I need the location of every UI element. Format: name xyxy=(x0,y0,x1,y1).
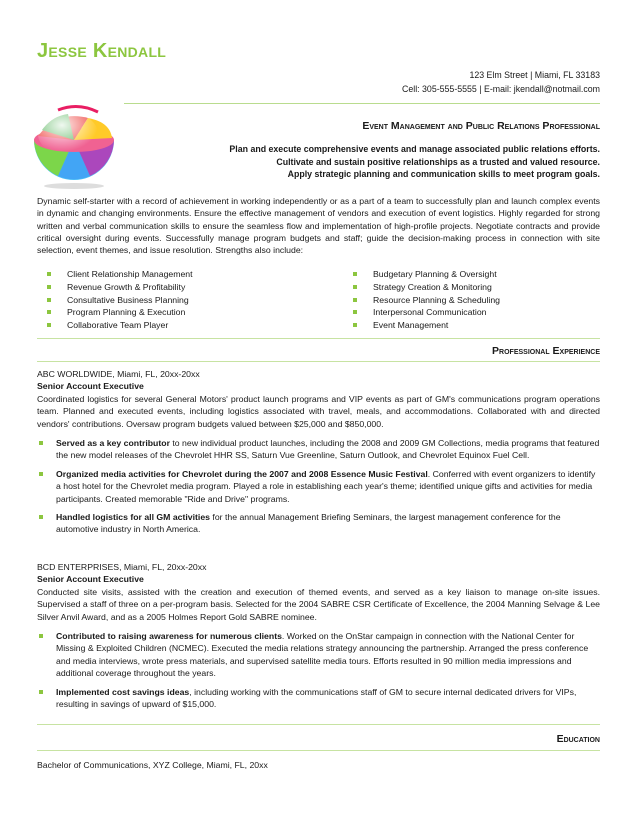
bullet-square-icon xyxy=(353,323,357,327)
job-role: Senior Account Executive xyxy=(37,574,144,585)
skill-item: Strategy Creation & Monitoring xyxy=(353,281,500,294)
bullet-square-icon xyxy=(353,272,357,276)
tagline: Apply strategic planning and communication skills to meet program goals. xyxy=(287,169,600,179)
job-description: Conducted site visits, assisted with the creation and execution of themed events, and served as a key liaison to manage on-site issues. Supervised a staff of three on a per-program basis. Selected for the 2004 SABRE CSR Certificate of Excellence, the 2004 Manning Selvage & Lee Silver Anvil Award, and as a 2005 Holmes Report Gold SABRE nominee. xyxy=(37,586,600,622)
bullet-square-icon xyxy=(47,298,51,302)
job-bcd-enterprises xyxy=(37,561,600,710)
bullet-square-icon xyxy=(47,272,51,276)
skill-item: Resource Planning & Scheduling xyxy=(353,294,500,307)
bullet-square-icon xyxy=(39,472,43,476)
skill-item: Client Relationship Management xyxy=(47,268,193,281)
header-divider xyxy=(124,103,600,104)
job-description: Coordinated logistics for several General Motors' product launch programs and VIP events as part of GM's communications program operations team. Planned and executed events, including logistics associated with travel, meals, and accommodations. Collaborated with and directed vendors' contributions. Oversaw program budgets valued between $25,000 and $850,000. xyxy=(37,393,600,429)
achievement-item: Handled logistics for all GM activities for the annual Management Briefing Seminars, the largest management conference for the automotive industry in North America. xyxy=(37,511,600,536)
skills-list-left xyxy=(47,268,193,332)
tagline: Plan and execute comprehensive events and manage associated public relations efforts. xyxy=(229,144,600,154)
experience-heading: Professional Experience xyxy=(492,345,600,357)
taglines xyxy=(229,143,600,181)
job-abc-worldwide xyxy=(37,368,600,536)
skills-list-right xyxy=(353,268,500,332)
contact-block xyxy=(402,69,600,96)
bullet-square-icon xyxy=(47,323,51,327)
summary-paragraph: Dynamic self-starter with a record of achievement in working independently or as a part of a team to successfully plan and launch complex events in dynamic and changing environments. Ensure the effective management of vendors and execution of event logistics. Highly regarded for strong written and verbal communication skills to ensure the seamless flow and implementation of high-profile projects. Negotiate contracts and provide critical oversight during events. Successfully manage program budgets and staff; guide the decision-making process in connection with site selection, event themes, and issue resolution. Strengths also include: xyxy=(37,196,600,256)
skill-item: Event Management xyxy=(353,319,500,332)
phone-email-line: Cell: 305-555-5555 | E-mail: jkendall@notmail.com xyxy=(402,83,600,94)
globe-pie-logo xyxy=(28,100,120,190)
achievement-item: Contributed to raising awareness for numerous clients. Worked on the OnStar campaign in connection with the National Center for Missing & Exploited Children (NCMEC). Executed the media relations strategy announcing the partnership. Arranged the press conference and media interviews, wrote press materials, and supervised satellite media tours. Efforts resulted in 90 million media impressions and additional coverage throughout the years. xyxy=(37,630,600,680)
education-heading: Education xyxy=(556,733,600,745)
skill-item: Interpersonal Communication xyxy=(353,306,500,319)
achievement-item: Served as a key contributor to new individual product launches, including the 2008 and 2009 GM Collections, media programs that featured the new model releases of the Chevrolet HHR SS, Saturn Vue Greenline, Saturn Outlook, and Chevrolet Equinox Fuel Cell. xyxy=(37,437,600,462)
skill-item: Consultative Business Planning xyxy=(47,294,193,307)
bullet-square-icon xyxy=(47,310,51,314)
address-line: 123 Elm Street | Miami, FL 33183 xyxy=(469,70,600,80)
bullet-square-icon xyxy=(39,690,43,694)
achievement-item: Organized media activities for Chevrolet during the 2007 and 2008 Essence Music Festival. Conferred with event organizers to identify a host hotel for the Chevrolet media program. Played a role in establishing each year's theme; identified unique gifts and activities for media participants. Created memorable "Ride and Drive" programs. xyxy=(37,468,600,505)
skill-item: Budgetary Planning & Oversight xyxy=(353,268,500,281)
company-line: BCD ENTERPRISES, Miami, FL, 20xx-20xx xyxy=(37,562,207,572)
bullet-square-icon xyxy=(39,634,43,638)
bullet-square-icon xyxy=(353,298,357,302)
tagline: Cultivate and sustain positive relationships as a trusted and valued resource. xyxy=(276,156,600,167)
skill-item: Collaborative Team Player xyxy=(47,319,193,332)
bullet-square-icon xyxy=(47,285,51,289)
headline-title: Event Management and Public Relations Professional xyxy=(362,120,600,132)
bullet-square-icon xyxy=(39,441,43,445)
section-divider xyxy=(37,338,600,339)
candidate-name: Jesse Kendall xyxy=(37,40,167,62)
section-divider xyxy=(37,361,600,362)
company-line: ABC WORLDWIDE, Miami, FL, 20xx-20xx xyxy=(37,369,200,379)
section-divider xyxy=(37,724,600,725)
skill-item: Revenue Growth & Profitability xyxy=(47,281,193,294)
bullet-square-icon xyxy=(353,285,357,289)
achievement-item: Implemented cost savings ideas, including working with the communications staff of GM to secure internal dedicated drivers for VIPs, resulting in savings of upward of $15,000. xyxy=(37,686,600,711)
education-entry: Bachelor of Communications, XYZ College, Miami, FL, 20xx xyxy=(37,760,268,770)
skill-item: Program Planning & Execution xyxy=(47,306,193,319)
bullet-square-icon xyxy=(353,310,357,314)
section-divider xyxy=(37,750,600,751)
job-role: Senior Account Executive xyxy=(37,381,144,392)
bullet-square-icon xyxy=(39,515,43,519)
